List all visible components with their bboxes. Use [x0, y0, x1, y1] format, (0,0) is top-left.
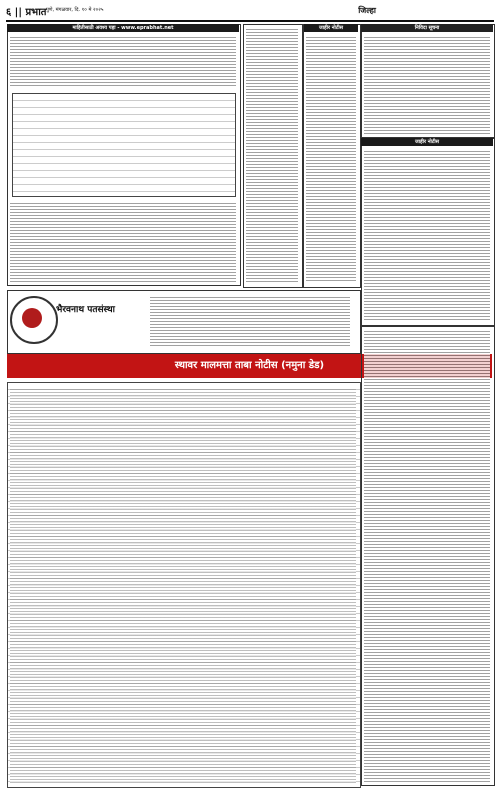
issue-date: पुणे, मंगळवार, दि. १० मे २०२५ [46, 7, 104, 13]
mid-text [306, 36, 356, 282]
society-logo [10, 296, 58, 344]
mid-text [246, 28, 298, 282]
left-notice-title: माहितीसाठी अवश्य पहा - www.eprabhat.net [7, 24, 239, 32]
society-name: भैरवनाथ पतसंस्था [56, 305, 115, 315]
section-title: जिल्हा [358, 6, 376, 15]
right-lower-text [364, 330, 490, 782]
left-notice-text [10, 202, 236, 282]
society-address [150, 296, 350, 346]
right-text [364, 150, 490, 322]
tender-notice-title: निविदा सूचना [361, 24, 493, 32]
left-notice-text [10, 36, 236, 88]
possession-rows [10, 388, 356, 784]
right-notice-title: जाहीर नोटीस [361, 138, 493, 146]
left-table [12, 93, 236, 197]
masthead [6, 4, 494, 22]
tender-text [364, 36, 490, 134]
possession-notice-banner: स्थावर मालमत्ता ताबा नोटीस (नमुना डेड) [7, 354, 492, 378]
mid-notice-title: जाहीर नोटीस [304, 24, 358, 32]
page-number: ६ || प्रभात [6, 7, 47, 18]
